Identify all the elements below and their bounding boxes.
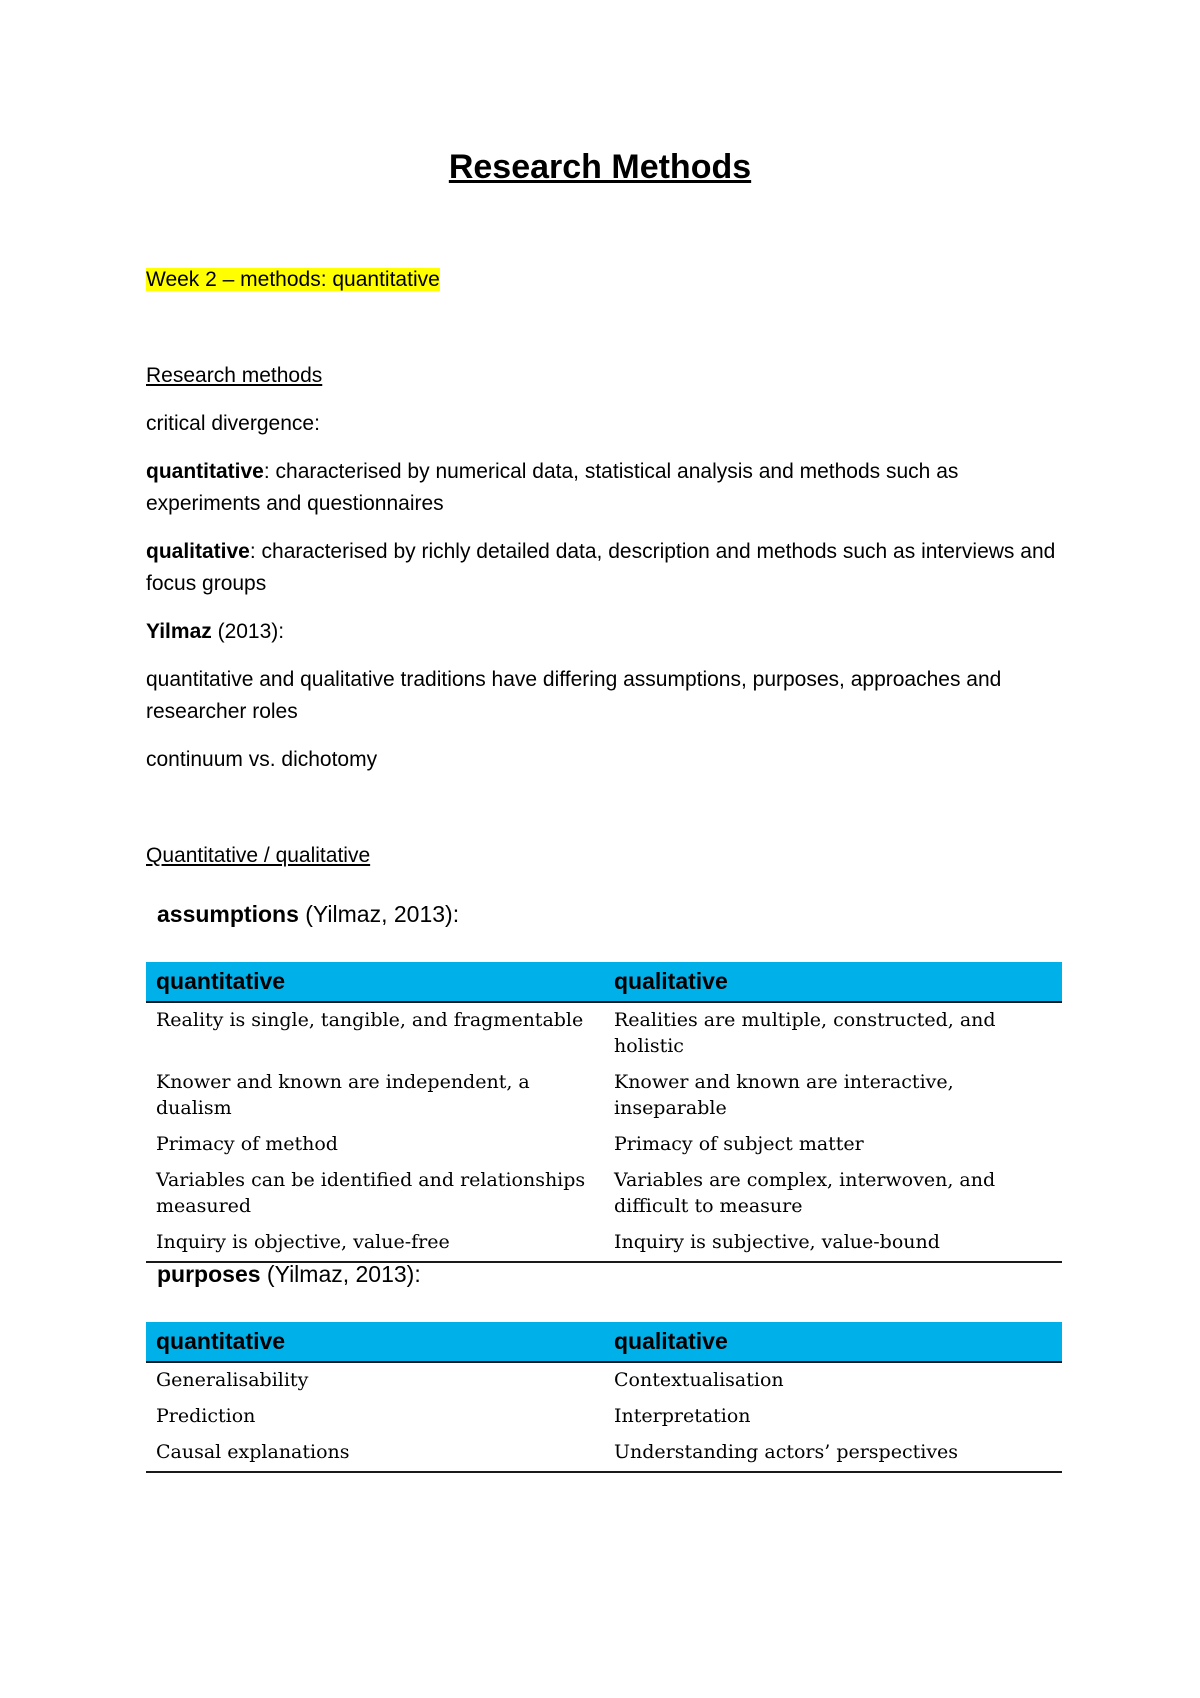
assumptions-term: assumptions (157, 901, 299, 927)
table-row (146, 1002, 1062, 1065)
table-cell: Knower and known are interactive, inseparable (614, 1071, 954, 1119)
table-cell: Variables are complex, interwoven, and difficult to measure (614, 1169, 996, 1217)
table-header-row (146, 1322, 1062, 1362)
purposes-cite: (Yilmaz, 2013): (260, 1261, 421, 1287)
quantitative-term: quantitative (146, 460, 264, 483)
quantitative-text: : characterised by numerical data, statistical analysis and methods such as experiments and questionnaires (146, 460, 959, 515)
assumptions-table (146, 962, 1062, 1263)
table-row (146, 1065, 1062, 1127)
table-cell: Interpretation (614, 1405, 751, 1427)
purposes-term: purposes (157, 1261, 261, 1287)
table-row (146, 1399, 1062, 1435)
table-cell: Primacy of subject matter (614, 1133, 864, 1155)
table-row (146, 1127, 1062, 1163)
yilmaz-citation (146, 616, 1066, 648)
qualitative-term: qualitative (146, 540, 250, 563)
table-cell: Understanding actors’ perspectives (604, 1435, 1062, 1472)
table-cell: Inquiry is objective, value-free (146, 1225, 604, 1262)
table-cell: Contextualisation (614, 1369, 784, 1391)
qualitative-text: : characterised by richly detailed data, description and methods such as interviews and focus groups (146, 540, 1056, 595)
column-header-qualitative: qualitative (604, 962, 1062, 1002)
section-heading-quant-qual: Quantitative / qualitative (146, 844, 371, 867)
column-header-qualitative: qualitative (604, 1322, 1062, 1362)
assumptions-heading (157, 898, 459, 930)
table-cell: Realities are multiple, constructed, and holistic (614, 1009, 996, 1057)
table-cell: Variables can be identified and relationships measured (156, 1169, 586, 1217)
column-header-quantitative: quantitative (146, 1322, 604, 1362)
week-heading: Week 2 – methods: quantitative (146, 268, 440, 291)
table-header-row (146, 962, 1062, 1002)
table-cell: Primacy of method (156, 1133, 338, 1155)
purposes-heading (157, 1258, 421, 1290)
table-row (146, 1225, 1062, 1262)
column-header-quantitative: quantitative (146, 962, 604, 1002)
purposes-table (146, 1322, 1062, 1473)
table-cell: Prediction (156, 1405, 256, 1427)
table-row (146, 1362, 1062, 1399)
table-cell: Generalisability (156, 1369, 309, 1391)
table-cell: Knower and known are independent, a dualism (156, 1071, 530, 1119)
yilmaz-term: Yilmaz (146, 620, 212, 643)
qualitative-definition (146, 536, 1066, 600)
week-heading-line (146, 264, 1066, 296)
section-heading-research-methods: Research methods (146, 364, 323, 387)
traditions-text: quantitative and qualitative traditions have differing assumptions, purposes, approaches and researcher roles (146, 668, 1002, 723)
table-cell: Inquiry is subjective, value-bound (604, 1225, 1062, 1262)
table-cell: Causal explanations (146, 1435, 604, 1472)
critical-divergence: critical divergence: (146, 412, 320, 435)
yilmaz-year: (2013): (211, 620, 285, 643)
table-cell: Reality is single, tangible, and fragmentable (156, 1009, 584, 1031)
table-row (146, 1435, 1062, 1472)
assumptions-cite: (Yilmaz, 2013): (298, 901, 460, 927)
page-title: Research Methods (448, 148, 752, 186)
quantitative-definition (146, 456, 1066, 520)
continuum-text: continuum vs. dichotomy (146, 748, 378, 771)
table-row (146, 1163, 1062, 1225)
